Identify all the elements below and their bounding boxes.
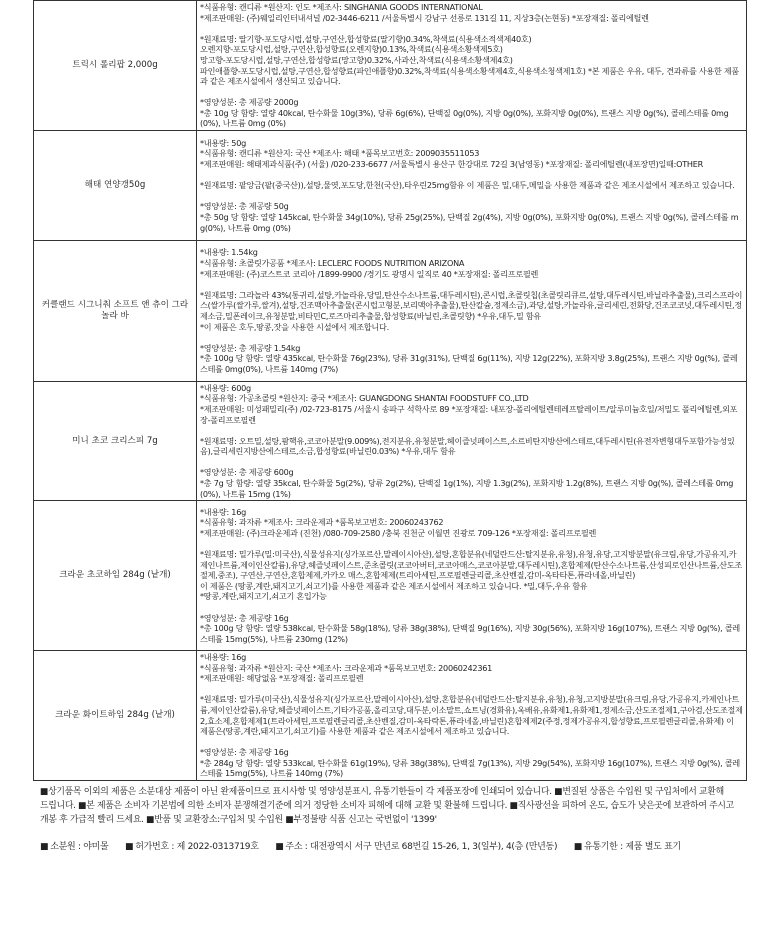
basic-info	[200, 652, 743, 684]
info-line: *식품유형: 가공초콜릿 *원산지: 중국 *제조사: GUANGDONG SHANTAI FOODSTUFF CO.,LTD	[200, 393, 529, 404]
product-details	[197, 1, 747, 131]
info-line: *총 100g 당 함량: 열량 538kcal, 탄수화물 58g(18%), 당류 38g(38%), 단백질 9g(16%), 지방 30g(56%), 포화지방 16g(107%), 트랜스 지방 0g(%), 콜레스테롤 15mg(5%), 나트륨 230mg (12%)	[200, 623, 740, 644]
info-line: *영양성분: 총 제공량 2000g	[200, 97, 299, 108]
product-details	[197, 651, 747, 781]
basic-info	[200, 2, 743, 23]
info-line: *총 100g 당 함량: 열량 435kcal, 탄수화물 76g(23%), 당류 31g(31%), 단백질 6g(11%), 지방 12g(22%), 포화지방 3.8g(25%), 트랜스 지방 0g(%), 콜레스테롤 0mg(0%), 나트륨 140mg (7%)	[200, 353, 738, 374]
info-line: *영양성분: 총 제공량 16g	[200, 612, 289, 623]
info-line: *총 10g 당 함량: 열량 40kcal, 탄수화물 10g(3%), 당류 6g(6%), 단백질 0g(0%), 지방 0g(0%), 포화지방 0g(0%), 트랜스 지방 0g(%), 콜레스테롤 0mg(0%), 나트륨 0mg (0%)	[200, 107, 729, 129]
product-row	[34, 131, 747, 241]
info-line: *원재료명: 밀가루(밀:미국산),식물성유지(싱가포르산,말레이시아산),설탕,혼합분유(네덜란드산:탈지분유,유청),유청,유당,고지방분말(유크림,유당,가공유지,카제인나트륨,제이인산칼륨),유당,헤즐넛페이스트,준초콜릿(코코아버터,코코아매스,코코아분말,대두레시틴),혼합제제(탄산수소나트륨,산성피로인산나트륨,산도조절제,중조), 구연산,구연산,혼합제제,카카오 매스,혼합제제(트리아세틴,프로필렌글리콜,초산벤질,감미-옥타타톤,퓨라네올,바닐린)	[200, 549, 742, 581]
expiry-text: 유통기한 : 제품 별도 표기	[583, 842, 681, 852]
info-line: *총 7g 당 함량: 열량 35kcal, 탄수화물 5g(2%), 당류 2g(2%), 단백질 1g(1%), 지방 1.3g(2%), 포화지방 1.2g(8%), 트랜스 지방 0g(%), 콜레스테롤 0mg(0%), 나트륨 15mg (1%)	[200, 478, 734, 499]
info-line: *제조판매원: 미성패밀리(주) /02-723-8175 /서울시 송파구 석학사로 89 *포장재질: 내포장-폴리에틸렌테레프탈레이트/알루미늄호일/저밀도 폴리에틸렌,외포장-폴리프로필렌	[200, 403, 738, 425]
address-item	[275, 842, 557, 852]
basic-info	[200, 138, 743, 170]
product-details	[197, 241, 747, 382]
product-row	[34, 382, 747, 501]
address-text: 주소 : 대전광역시 서구 만년로 68번길 15-26, 1, 3(일부), 4(층 (만년동)	[285, 842, 558, 852]
ingredients-info	[200, 694, 743, 736]
info-line: 망고향-포도당시럽,설탕,구연산,합성향료(망고향)0.32%,사과산,착색료(식용색소황색제4호)	[200, 54, 513, 65]
info-line: *영양성분: 총 제공량 1.54kg	[200, 342, 301, 353]
info-line: *원재료명: 밀가루(미국산),식물성유지(싱가포르산,말레이시아산),설탕,혼합분유(네덜란드산:탈지분유,유청),유청,고지방분말(유크림,유당,가공유지,카제인나트륨,제이인산칼륨),유당,헤즐넛페이스트,기타가공품,올리고당,대두분,이소말트,쇼트닝(경화유),옥배유,유화제1,유화제1,정제소금,산도조절제1,구아검,산도조절제2,효소제,혼합제제1(트라아세틴,프로필렌글리콜,초산벤질,감미-옥타락톤,퓨라네올,바닐린)혼합제제2(주정,정제가공유지,합성향료,프로필렌글리콜,유화제) 이 제품은(땅콩,계란,돼지고기,쇠고기)를 사용한 제품과 같은 제조시설에서 제조하고 있습니다.	[200, 694, 743, 737]
info-line: *제조판매원: (주)웨일리인터내셔널 /02-3446-6211 /서울특별시 강남구 선릉로 131길 11, 지상3층(논현동) *포장재질: 폴리에틸렌	[200, 12, 649, 23]
product-name: 해태 연양갱50g	[34, 131, 197, 241]
product-details	[197, 131, 747, 241]
info-line: *식품유형: 캔디류 *원산지: 국산 *제조사: 해태 *품목보고번호: 2009035511053	[200, 148, 480, 159]
seller-info-line	[40, 840, 760, 854]
info-line: *총 284g 당 함량: 열량 533kcal, 탄수화물 61g(19%), 당류 38g(38%), 단백질 7g(13%), 지방 29g(54%), 포화지방 16g(107%), 트랜스 지방 0g(%), 콜레스테롤 15mg(5%), 나트륨 140mg (7%)	[200, 757, 740, 779]
info-line: *내용량: 50g	[200, 137, 246, 148]
info-line: *제조판매원: (주)크라운제과 (진천) /080-709-2580 /충북 진천군 이월면 진광로 709-126 *포장재질: 폴리프로필렌	[200, 527, 597, 538]
info-line: *제조판매원: 해태제과식품(주) (서울) /020-233-6677 /서울특별시 용산구 한강대로 72길 3(남영동) *포장재질: 폴리에틸렌(내포장면)일때:OTHER	[200, 159, 703, 170]
notice-text: ■상기품목 이외의 제품은 소분대상 제품이 아닌 완제품이므로 표시사항 및 영양성분표시, 유통기한들이 각 제품포장에 인쇄되어 있습니다. ■변질된 상품은 수입원 및 구입처에서 교환해 드립니다. ■본 제품은 소비자 기본법에 의한 소비자 분쟁해결기준에 의거 정당한 소비자 피해에 대해 교환 및 환불해 드립니다. ■직사광선을 피하여 온도, 습도가 낮은곳에 보관하여 주시고 개봉 후 가급적 빨리 드세요. ■반품 및 교환장소:구입처 및 수입원 ■부정불량 식품 신고는 국번없이 '1399'	[40, 787, 734, 825]
nutrition-info	[200, 343, 743, 375]
product-row	[34, 241, 747, 382]
bullet-icon: ■	[125, 842, 134, 852]
product-row	[34, 651, 747, 781]
info-line: *내용량: 16g	[200, 506, 246, 517]
product-name: 크라운 화이트하임 284g (낱개)	[34, 651, 197, 781]
ingredients-info	[200, 549, 743, 602]
info-line: *이 제품은 호두,땅콩,잣을 사용한 시설에서 제조합니다.	[200, 321, 389, 332]
basic-info	[200, 247, 743, 279]
basic-info	[200, 507, 743, 539]
info-line: *영양성분: 총 제공량 16g	[200, 747, 289, 758]
ingredients-info	[200, 34, 743, 87]
license-number: 허가번호 : 제 2022-0313719호	[135, 842, 259, 852]
info-line: *식품유형: 과자류 *원산지: 국산 *제조사: 크라운제과 *품목보고번호: 20060242361	[200, 662, 493, 673]
info-line: *원재료명: 오트밀,설탕,팜핵유,코코아분말(9.009%),전지분유,유청분말,헤이즐넛페이스트,소르비탄지방산에스테르,대두레시틴(유전자변형대두포함가능성있음),글리세린지방산에스테르,소금,합성향료(바닐린0.03%) *우유,대두 함유	[200, 435, 735, 457]
info-line: *식품유형: 과자류 *제조사: 크라운제과 *품목보고번호: 20060243762	[200, 517, 444, 528]
basic-info	[200, 383, 743, 425]
info-line: *내용량: 1.54kg	[200, 247, 258, 258]
info-line: *영양성분: 총 제공량 600g	[200, 467, 294, 478]
nutrition-info	[200, 97, 743, 129]
bullet-icon: ■	[573, 842, 582, 852]
info-line: *원재료명: 팥앙금(팥(중국산)),설탕,물엿,포도당,한천(국산),타우린25mg함유 이 제품은 밀,대두,메밀을 사용한 제품과 같은 제조시설에서 제조하고 있습니다.	[200, 180, 735, 191]
ingredients-info	[200, 436, 743, 457]
info-line: 파인애플향-포도당시럽,설탕,구연산,합성향료(파인애플향)0.32%,착색료(식용색소황색제4호,식용색소청색제1호) *본 제품은 우유, 대두, 견과류를 사용한 제품과 같은 제조시설에서 생산되고 있습니다.	[200, 65, 739, 87]
info-line: *영양성분: 총 제공량 50g	[200, 201, 289, 212]
expiry-item	[574, 842, 681, 852]
nutrition-info	[200, 467, 743, 499]
info-line: *원재료명: 그라놀라 43%(통귀리,설탕,카놀라유,당밀,탄산수소나트륨,대두레시틴),콘시럽,초콜릿칩(초콜릿리큐르,설탕,대두레시틴,바닐라추출물),크리스프라이스(쌀가루(쌀가루,쌀겨),설탕,건조맥아추출물(콘시럽고형분,보리맥아추출물),탄산칼슘,정제소금),과당,설탕,카놀라유,글리세린,전화당,건조코코넛,대두레시틴,정제소금,밀폰레이크,유청분말,비타민C,로즈마리추출물,합성향료(바닐린,초콜릿향) *우유,대두,밀 함유	[200, 289, 743, 321]
nutrition-info	[200, 747, 743, 779]
product-name: 크라운 초코하임 284g (낱개)	[34, 501, 197, 651]
info-line: *내용량: 600g	[200, 382, 251, 393]
nutrition-info	[200, 613, 743, 645]
ingredients-info	[200, 290, 743, 332]
info-line: *총 50g 당 함량: 열량 145kcal, 탄수화물 34g(10%), 당류 25g(25%), 단백질 2g(4%), 지방 0g(0%), 포화지방 0g(0%), 트랜스 지방 0g(%), 콜레스테롤 mg(0%), 나트륨 0mg (0%)	[200, 211, 739, 233]
bullet-icon: ■	[275, 842, 284, 852]
nutrition-info	[200, 201, 743, 233]
info-line: *식품유형: 초콜릿가공품 *제조사: LECLERC FOODS NUTRITION ARIZONA	[200, 258, 465, 269]
product-name: 미니 초코 크리스피 7g	[34, 382, 197, 501]
info-line: 오렌지향-포도당시럽,설탕,구연산,합성향료(오렌지향)0.13%,착색료(식용색소황색제5호)	[200, 44, 503, 55]
info-line: *원재료명: 딸기향-포도당시럽,설탕,구연산,합성향료(딸기향)0.34%,착색료(식용색소적색제40호)	[200, 33, 532, 44]
seller-item	[40, 842, 108, 852]
info-line: *제조판매원: 해당없음 *포장재질: 폴리프로필렌	[200, 673, 364, 684]
ingredients-info	[200, 180, 743, 191]
license-item	[125, 842, 259, 852]
info-line: *제조판매원: (주)코스트코 코리아 /1899-9900 /경기도 광명시 일직로 40 *포장재질: 폴리프로필렌	[200, 268, 539, 279]
product-name: 커클랜드 시그니춰 소프트 앤 츄이 그라놀라 바	[34, 241, 197, 382]
info-line: 이 제품은 (땅콩,계란,돼지고기,쇠고기)를 사용한 제품과 같은 제조시설에서 제조하고 있습니다. *밀,대두,우유 함유	[200, 580, 588, 591]
product-details	[197, 382, 747, 501]
product-row	[34, 501, 747, 651]
seller-name: 소분원 : 야미몰	[50, 842, 109, 852]
bullet-icon: ■	[40, 842, 49, 852]
info-line: *땅콩,계란,돼지고기,쇠고기 혼입가능	[200, 591, 327, 602]
product-row	[34, 1, 747, 131]
product-info-table	[33, 0, 747, 781]
product-name: 트릭시 롤리팝 2,000g	[34, 1, 197, 131]
info-line: *내용량: 16g	[200, 651, 246, 662]
info-line: *식품유형: 캔디류 *원산지: 인도 *제조사: SINGHANIA GOODS INTERNATIONAL	[200, 1, 483, 12]
product-details	[197, 501, 747, 651]
